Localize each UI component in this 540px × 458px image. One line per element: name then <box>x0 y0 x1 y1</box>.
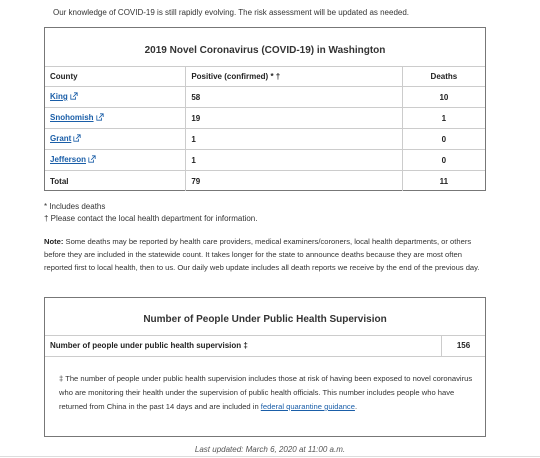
footnote-contact-lhd: † Please contact the local health department for information. <box>44 214 258 223</box>
county-link-jefferson[interactable]: Jefferson <box>50 155 87 164</box>
positive-cell: 58 <box>186 87 402 108</box>
positive-cell: 1 <box>186 129 402 150</box>
deaths-cell: 0 <box>402 150 485 171</box>
county-cell <box>45 87 186 108</box>
external-link-icon <box>88 155 96 165</box>
table-row <box>45 129 485 150</box>
positive-cell: 1 <box>186 150 402 171</box>
positive-cell: 19 <box>186 108 402 129</box>
federal-quarantine-guidance-link[interactable]: federal quarantine guidance <box>260 402 355 411</box>
covid-table-title: 2019 Novel Coronavirus (COVID-19) in Washington <box>144 45 386 56</box>
total-positive: 79 <box>186 171 402 192</box>
supervision-title: Number of People Under Public Health Supervision <box>143 314 387 325</box>
supervision-row <box>45 335 485 357</box>
county-cell <box>45 129 186 150</box>
county-cell <box>45 150 186 171</box>
total-deaths: 11 <box>402 171 485 192</box>
table-total-row <box>45 171 485 192</box>
supervision-row-value: 156 <box>441 336 485 356</box>
footnote-end: . <box>354 402 358 411</box>
table-row <box>45 150 485 171</box>
county-cell <box>45 108 186 129</box>
table-row <box>45 108 485 129</box>
deaths-cell: 10 <box>402 87 485 108</box>
county-link-snohomish[interactable]: Snohomish <box>50 113 94 122</box>
note-label: Note: <box>44 237 64 246</box>
deaths-cell: 0 <box>402 129 485 150</box>
supervision-row-label: Number of people under public health supervision ‡ <box>50 341 248 350</box>
table-header-row <box>45 67 485 87</box>
external-link-icon <box>73 134 81 144</box>
supervision-footnote <box>59 372 479 414</box>
header-county: County <box>45 67 186 87</box>
county-link-king[interactable]: King <box>50 92 68 101</box>
external-link-icon <box>70 92 78 102</box>
county-link-grant[interactable]: Grant <box>50 134 72 143</box>
deaths-cell: 1 <box>402 108 485 129</box>
total-label: Total <box>45 171 186 192</box>
footnote-includes-deaths: * Includes deaths <box>44 202 106 211</box>
note-text: Some deaths may be reported by health care providers, medical examiners/coroners, local health departments, or others before they are included in the statewide count. It takes longer for the state to announce deaths because they are most often reported first to local health, then to us. Our daily web update includes all death reports we receive by the end of the previous day. <box>44 237 480 272</box>
covid-cases-panel <box>44 27 486 191</box>
supervision-footnote-text: ‡ The number of people under public health supervision includes those at risk of having been exposed to novel coronavirus who are monitoring their health under the supervision of public health officials. This number includes people who have returned from China in the past 14 days and are included in <box>59 374 473 411</box>
last-updated: Last updated: March 6, 2020 at 11:00 a.m. <box>194 445 346 454</box>
supervision-panel <box>44 297 486 437</box>
intro-text: Our knowledge of COVID-19 is still rapidly evolving. The risk assessment will be updated as needed. <box>53 8 410 17</box>
header-positive: Positive (confirmed) * † <box>186 67 402 87</box>
deaths-note-paragraph <box>44 235 484 274</box>
page-divider <box>0 456 540 457</box>
external-link-icon <box>96 113 104 123</box>
covid-cases-table <box>45 66 485 191</box>
table-footnotes <box>44 201 257 225</box>
header-deaths: Deaths <box>402 67 485 87</box>
table-row <box>45 87 485 108</box>
